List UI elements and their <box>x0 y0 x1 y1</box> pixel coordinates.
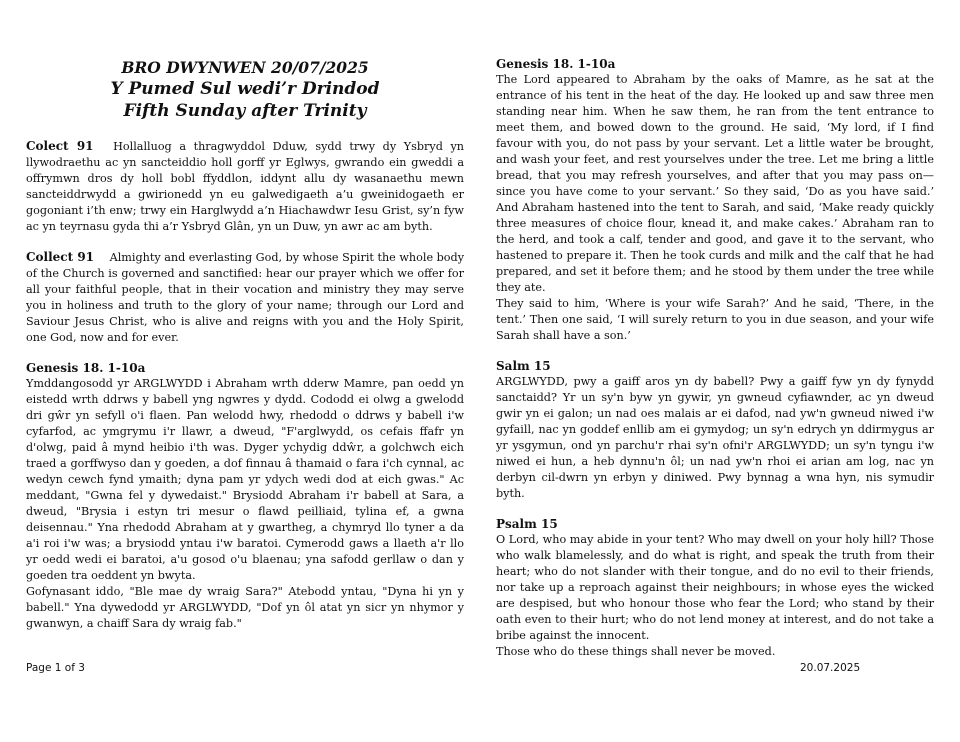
left-column <box>26 58 464 632</box>
genesis-welsh <box>26 360 464 632</box>
page-number: Page 1 of 3 <box>26 662 85 674</box>
psalm-english-heading: Psalm 15 <box>496 517 558 531</box>
collect-welsh <box>26 138 464 235</box>
salm-welsh <box>496 358 934 502</box>
collect-english <box>26 249 464 346</box>
salm-welsh-heading: Salm 15 <box>496 359 551 373</box>
footer-date: 20.07.2025 <box>800 662 861 674</box>
genesis-welsh-para1: Ymddangosodd yr ARGLWYDD i Abraham wrth dderw Mamre, pan oedd yn eistedd wrth ddrws y babell yng ngwres y dydd. Cododd ei olwg a gwelodd dri gŵr yn sefyll o'i flaen. Pan welodd hwy, rhedodd o ddrws y babell i'w cyfarfod, ac ymgrymu i'r llawr, a dweud, "F'arglwydd, os cefais ffafr yn d'olwg, paid â mynd heibio i'th was. Dyger ychydig ddŵr, a golchwch eich traed a gorffwyso dan y goeden, a dof finnau â thamaid o fara i'ch cynnal, ac wedyn cewch fynd ymaith; dyna pam yr ydych wedi dod at eich gwas." Ac meddant, "Gwna fel y dywedaist." Brysiodd Abraham i'r babell at Sara, a dweud, "Brysia i estyn tri mesur o flawd peilliaid, tylina ef, a gwna deisennau." Yna rhedodd Abraham at y gwartheg, a chymryd llo tyner a da a'i roi i'w was; a brysiodd yntau i'w baratoi. Cymerodd gaws a llaeth a'r llo yr oedd wedi ei baratoi, a'u gosod o'u blaenau; yna safodd gerllaw o dan y goeden tra oeddent yn bwyta. <box>26 377 464 582</box>
psalm-english-text: O Lord, who may abide in your tent? Who may dwell on your holy hill? Those who walk blamelessly, and do what is right, and speak the truth from their heart; who do not slander with their tongue, and do no evil to their friends, nor take up a reproach against their neighbours; in whose eyes the wicked are despised, but who honour those who fear the Lord; who stand by their oath even to their hurt; who do not lend money at interest, and do not take a bribe against the innocent. <box>496 533 934 642</box>
welsh-sunday-title: Y Pumed Sul wedi’r Drindod <box>110 79 380 99</box>
right-column <box>496 56 934 660</box>
psalm-english <box>496 516 934 660</box>
collect-english-heading: Collect 91 <box>26 250 95 264</box>
genesis-english-para1: The Lord appeared to Abraham by the oaks of Mamre, as he sat at the entrance of his tent in the heat of the day. He looked up and saw three men standing near him. When he saw them, he ran from the tent entrance to meet them, and bowed down to the ground. He said, ‘My lord, if I find favour with you, do not pass by your servant. Let a little water be brought, and wash your feet, and rest yourselves under the tree. Let me bring a little bread, that you may refresh yourselves, and after that you may pass on—since you have come to your servant.’ So they said, ‘Do as you have said.’ And Abraham hastened into the tent to Sarah, and said, ‘Make ready quickly three measures of choice flour, knead it, and make cakes.’ Abraham ran to the herd, and took a calf, tender and good, and gave it to the servant, who hastened to prepare it. Then he took curds and milk and the calf that he had prepared, and set it before them; and he stood by them under the tree while they ate. <box>496 73 934 294</box>
english-sunday-title: Fifth Sunday after Trinity <box>123 101 367 121</box>
genesis-english <box>496 56 934 344</box>
genesis-welsh-para2: Gofynasant iddo, "Ble mae dy wraig Sara?" Atebodd yntau, "Dyna hi yn y babell." Yna dywedodd yr ARGLWYDD, "Dof yn ôl atat yn sicr yn nhymor y gwanwyn, a chaiff Sara dy wraig fab." <box>26 585 464 630</box>
genesis-welsh-heading: Genesis 18. 1-10a <box>26 361 146 375</box>
bulletin-title: BRO DWYNWEN 20/07/2025 <box>121 58 369 77</box>
genesis-english-para2: They said to him, ‘Where is your wife Sarah?’ And he said, ‘There, in the tent.’ Then one said, ‘I will surely return to you in due season, and your wife Sarah shall have a son.’ <box>496 297 934 342</box>
collect-welsh-text: Hollalluog a thragwyddol Dduw, sydd trwy dy Ysbryd yn llywodraethu ac yn sancteiddio holl gorff yr Eglwys, gwrando ein gweddi a offrymwn dros dy holl bobl ffyddlon, iddynt allu dy wasanaethu mewn sancteiddrwydd a gwirionedd yn eu galwedigaeth a’u gweinidogaeth er gogoniant i’th enw; trwy ein Harglwydd a’n Hiachawdwr Iesu Grist, sy’n fyw ac yn teyrnasu gyda thi a’r Ysbryd Glân, yn un Duw, yn awr ac am byth. <box>26 140 465 233</box>
collect-welsh-heading: Colect 91 <box>26 139 94 153</box>
psalm-english-closing: Those who do these things shall never be moved. <box>496 645 776 658</box>
salm-welsh-text: ARGLWYDD, pwy a gaiff aros yn dy babell? Pwy a gaiff fyw yn dy fynydd sanctaidd? Yr un sy'n byw yn gywir, yn gwneud cyfiawnder, ac yn dweud gwir yn ei galon; un nad oes malais ar ei dafod, nad yw'n gwneud niwed i'w gyfaill, nac yn goddef enllib am ei gymydog; un sy'n edrych yn ddirmygus ar yr ysgymun, ond yn parchu'r rhai sy'n ofni'r ARGLWYDD; un sy'n tyngu i'w niwed ei hun, a heb dynnu'n ôl; un nad yw'n rhoi ei arian am log, nac yn derbyn cil-dwrn yn erbyn y diniwed. Pwy bynnag a wna hyn, nis symudir byth. <box>496 375 934 500</box>
genesis-english-heading: Genesis 18. 1-10a <box>496 57 616 71</box>
collect-english-text: Almighty and everlasting God, by whose Spirit the whole body of the Church is governed and sanctified: hear our prayer which we offer for all your faithful people, that in their vocation and ministry they may serve you in holiness and truth to the glory of your name; through our Lord and Saviour Jesus Christ, who is alive and reigns with you and the Holy Spirit, one God, now and for ever. <box>26 251 465 344</box>
